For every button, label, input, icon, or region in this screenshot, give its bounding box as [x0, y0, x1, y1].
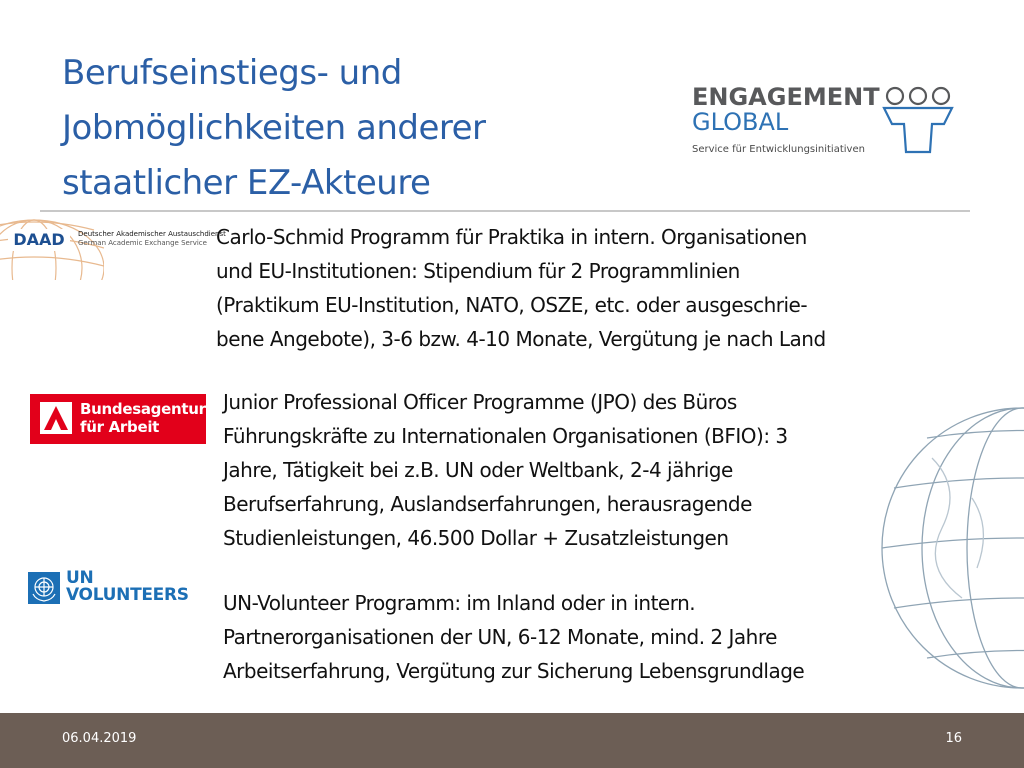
engagement-global-wordmark-1: ENGAGEMENT	[692, 83, 880, 111]
entry-line: Junior Professional Officer Programme (JPO) des Büros	[223, 390, 737, 414]
engagement-global-tagline: Service für Entwicklungsinitiativen	[692, 144, 865, 155]
page-number: 16	[945, 731, 962, 746]
ba-arrow-icon	[40, 402, 72, 434]
entry-line: Arbeitserfahrung, Vergütung zur Sicherung Lebensgrundlage	[223, 659, 805, 683]
daad-name-german: Deutscher Akademischer Austauschdienst	[78, 230, 226, 238]
footer-date: 06.04.2019	[62, 731, 137, 746]
un-emblem-icon	[28, 572, 60, 604]
title-line: Jobmöglichkeiten anderer	[62, 108, 486, 148]
entry-line: Carlo-Schmid Programm für Praktika in intern. Organisationen	[216, 225, 807, 249]
entry-line: Jahre, Tätigkeit bei z.B. UN oder Weltbank, 2-4 jährige	[223, 458, 733, 482]
daad-name	[78, 230, 226, 248]
footer-bar	[0, 713, 1024, 768]
entry-line: Berufserfahrung, Auslandserfahrungen, herausragende	[223, 492, 752, 516]
title-line: staatlicher EZ-Akteure	[62, 163, 431, 203]
engagement-global-wordmark-2: GLOBAL	[692, 108, 789, 136]
entry-line: (Praktikum EU-Institution, NATO, OSZE, etc. oder ausgeschrie-	[216, 293, 808, 317]
entry-line: Führungskräfte zu Internationalen Organisationen (BFIO): 3	[223, 424, 788, 448]
entry-jpo	[223, 385, 788, 555]
entry-carlo-schmid	[216, 220, 826, 356]
entry-un-volunteer	[223, 586, 804, 688]
globe-decoration-right-icon	[872, 398, 1024, 698]
daad-acronym: DAAD	[8, 229, 70, 251]
bundesagentur-logo	[30, 394, 206, 444]
unv-wordmark	[66, 570, 189, 604]
engagement-global-logo	[692, 84, 962, 164]
title-divider	[40, 210, 970, 212]
entry-line: Partnerorganisationen der UN, 6-12 Monate, mind. 2 Jahre	[223, 625, 777, 649]
title-line: Berufseinstiegs- und	[62, 53, 402, 93]
unv-wordmark-line: UN	[66, 568, 94, 588]
un-volunteers-logo	[28, 570, 208, 606]
ba-name-line: Bundesagentur	[80, 400, 206, 418]
three-people-icon	[878, 84, 958, 156]
entry-line: bene Angebote), 3-6 bzw. 4-10 Monate, Vergütung je nach Land	[216, 327, 826, 351]
entry-line: UN-Volunteer Programm: im Inland oder in intern.	[223, 591, 696, 615]
slide-title	[62, 46, 662, 211]
ba-name-line: für Arbeit	[80, 418, 160, 436]
unv-wordmark-line: VOLUNTEERS	[66, 585, 189, 605]
ba-name	[80, 400, 206, 436]
daad-name-english: German Academic Exchange Service	[78, 239, 207, 247]
daad-logo	[8, 226, 226, 252]
entry-line: und EU-Institutionen: Stipendium für 2 Programmlinien	[216, 259, 740, 283]
entry-line: Studienleistungen, 46.500 Dollar + Zusatzleistungen	[223, 526, 729, 550]
